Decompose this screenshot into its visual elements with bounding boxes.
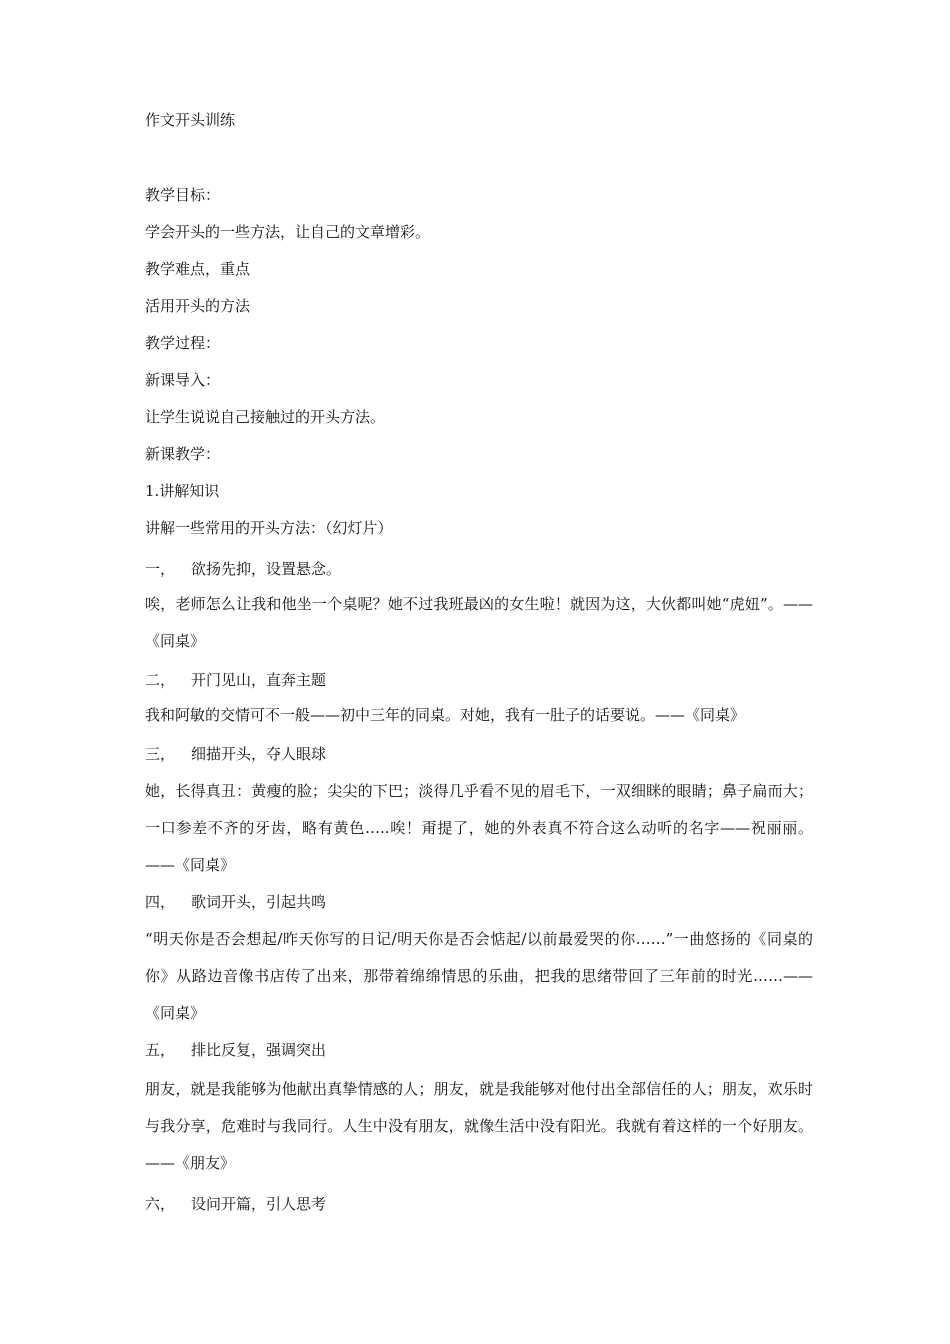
section1-heading: 1.讲解知识 (145, 482, 220, 500)
goal-heading: 教学目标： (145, 186, 221, 204)
method-number: 一， (145, 560, 176, 578)
method-3-heading (145, 744, 815, 764)
method-4-example: “明天你是否会想起/昨天你写的日记/明天你是否会惦起/以前最爱哭的你……”一曲悠扬的《同桌的你》从路边音像书店传了出来，那带着绵绵情思的乐曲，把我的思绪带回了三年前的时光……——《同桌》 (145, 930, 813, 1022)
method-title: 排比反复，强调突出 (191, 1041, 327, 1059)
method-1-heading (145, 559, 815, 579)
method-number: 五， (145, 1041, 176, 1059)
section1-text: 讲解一些常用的开头方法：（幻灯片） (145, 519, 393, 537)
method-3-example: 她，长得真丑：黄瘦的脸；尖尖的下巴；淡得几乎看不见的眉毛下，一双细眯的眼睛；鼻子扁而大；一口参差不齐的牙齿，略有黄色…..唉！甭提了，她的外表真不符合这么动听的名字——祝丽丽。——《同桌》 (145, 782, 813, 874)
method-2-heading (145, 670, 815, 690)
method-number: 六， (145, 1195, 176, 1213)
method-5-example: 朋友，就是我能够为他献出真挚情感的人；朋友，就是我能够对他付出全部信任的人；朋友，欢乐时与我分享，危难时与我同行。人生中没有朋友，就像生活中没有阳光。我就有着这样的一个好朋友。——《朋友》 (145, 1080, 813, 1172)
method-6-heading (145, 1194, 815, 1214)
method-4-heading (145, 892, 815, 912)
process-heading: 教学过程： (145, 334, 221, 352)
difficulty-heading: 教学难点，重点 (145, 260, 251, 278)
method-number: 四， (145, 893, 176, 911)
method-title: 欲扬先抑，设置悬念。 (191, 560, 342, 578)
intro-heading: 新课导入： (145, 371, 221, 389)
method-1-example: 唉，老师怎么让我和他坐一个桌呢？她不过我班最凶的女生啦！就因为这，大伙都叫她“虎妞”。——《同桌》 (145, 595, 813, 650)
method-number: 三， (145, 745, 176, 763)
method-number: 二， (145, 671, 176, 689)
goal-text: 学会开头的一些方法，让自己的文章增彩。 (145, 223, 431, 241)
intro-text: 让学生说说自己接触过的开头方法。 (145, 408, 386, 426)
method-title: 开门见山，直奔主题 (191, 671, 327, 689)
method-title: 细描开头，夺人眼球 (191, 745, 327, 763)
document-title: 作文开头训练 (145, 111, 236, 129)
difficulty-text: 活用开头的方法 (145, 297, 251, 315)
method-title: 设问开篇，引人思考 (191, 1195, 327, 1213)
method-5-heading (145, 1040, 815, 1060)
method-2-example: 我和阿敏的交情可不一般——初中三年的同桌。对她，我有一肚子的话要说。——《同桌》 (145, 706, 746, 724)
method-title: 歌词开头，引起共鸣 (191, 893, 327, 911)
teaching-heading: 新课教学： (145, 445, 221, 463)
